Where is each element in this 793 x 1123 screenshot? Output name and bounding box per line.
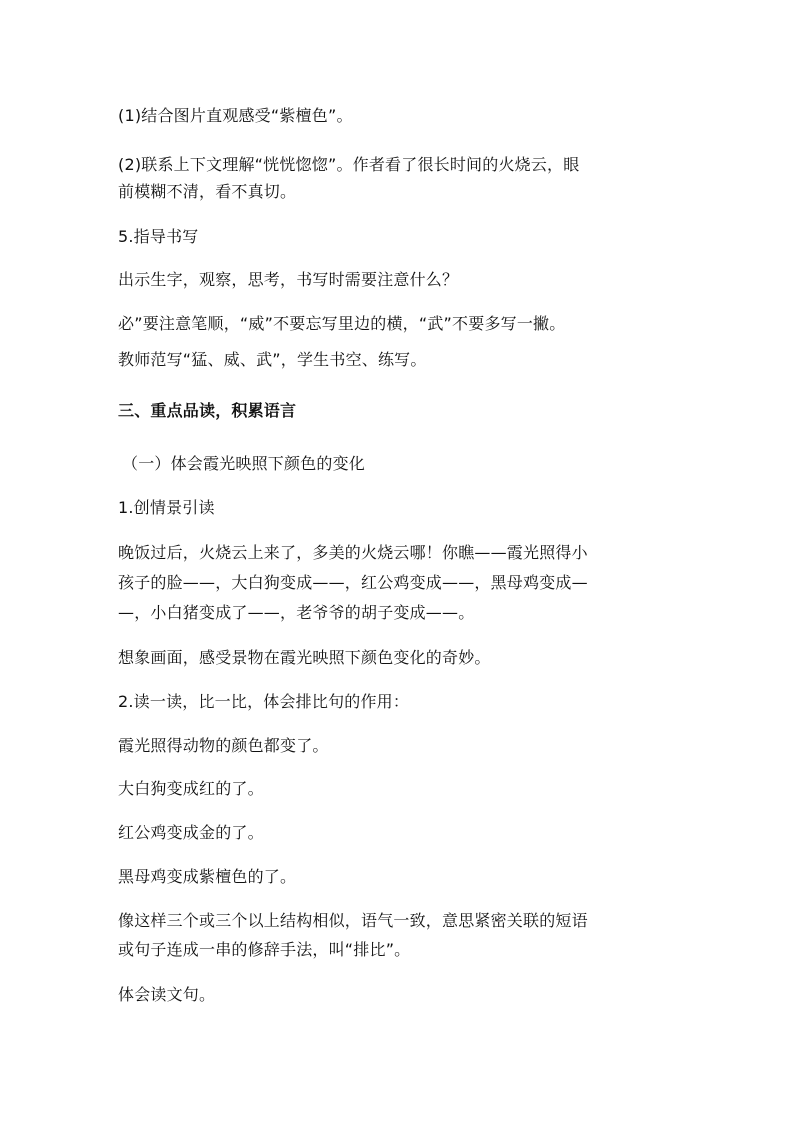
text-line: 像这样三个或三个以上结构相似，语气一致，意思紧密关联的短语 bbox=[118, 911, 588, 930]
text-line: 出示生字，观察，思考，书写时需要注意什么？ bbox=[118, 270, 459, 289]
text-line: 想象画面，感受景物在霞光映照下颜色变化的奇妙。 bbox=[118, 648, 491, 667]
text-line: 霞光照得动物的颜色都变了。 bbox=[118, 736, 329, 755]
section-heading: 5.指导书写 bbox=[118, 227, 199, 246]
text-line: 晚饭过后，火烧云上来了，多美的火烧云哪！你瞧——霞光照得小 bbox=[118, 543, 588, 562]
section-heading: 2.读一读，比一比，体会排比句的作用： bbox=[118, 692, 410, 711]
text-line: 必”要注意笔顺，“威”不要忘写里边的横，“武”不要多写一撇。 bbox=[118, 314, 566, 333]
section-heading: 1.创情景引读 bbox=[118, 498, 215, 517]
section-heading: 三、重点品读，积累语言 bbox=[118, 401, 297, 420]
text-line: 黑母鸡变成紫檀色的了。 bbox=[118, 867, 297, 886]
subsection-heading: （一）体会霞光映照下颜色的变化 bbox=[122, 454, 366, 473]
text-line: 教师范写“猛、威、武”，学生书空、练写。 bbox=[118, 350, 427, 369]
text-line: (2)联系上下文理解“恍恍惚惚”。作者看了很长时间的火烧云，眼 bbox=[118, 155, 580, 174]
text-line: (1)结合图片直观感受“紫檀色”。 bbox=[118, 106, 353, 125]
text-line: 体会读文句。 bbox=[118, 985, 216, 1004]
text-line: 孩子的脸——，大白狗变成——，红公鸡变成——，黑母鸡变成— bbox=[118, 573, 588, 592]
text-line: 红公鸡变成金的了。 bbox=[118, 823, 264, 842]
text-line: —，小白猪变成了——，老爷爷的胡子变成——。 bbox=[118, 603, 475, 622]
text-line: 大白狗变成红的了。 bbox=[118, 779, 264, 798]
text-line: 或句子连成一串的修辞手法，叫“排比”。 bbox=[118, 940, 411, 959]
text-line: 前模糊不清，看不真切。 bbox=[118, 182, 297, 201]
